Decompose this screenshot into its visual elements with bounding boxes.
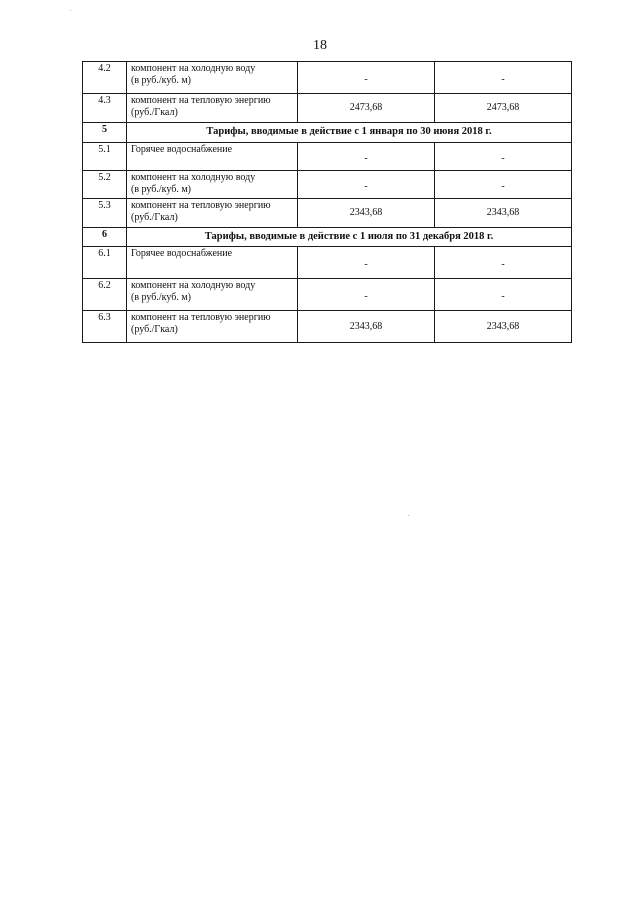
row-number: 4.2 — [83, 62, 127, 94]
row-number: 5.2 — [83, 171, 127, 199]
row-name — [127, 247, 298, 279]
tariff-table — [82, 61, 572, 343]
row-name-line: компонент на тепловую энергию — [131, 200, 271, 211]
row-number: 5.1 — [83, 143, 127, 171]
section-number: 5 — [83, 123, 127, 143]
table-row — [83, 279, 572, 311]
table-row — [83, 143, 572, 171]
row-number: 5.3 — [83, 199, 127, 228]
row-name-line: компонент на холодную воду — [131, 280, 256, 291]
section-title: Тарифы, вводимые в действие с 1 января по 30 июня 2018 г. — [127, 123, 572, 143]
row-name-line: Горячее водоснабжение — [131, 144, 233, 155]
section-row — [83, 123, 572, 143]
row-name-line: (в руб./куб. м) — [131, 292, 191, 303]
table-row — [83, 94, 572, 123]
row-name-line: компонент на тепловую энергию — [131, 95, 271, 106]
value-cell: - — [298, 247, 435, 279]
row-name — [127, 279, 298, 311]
table-row — [83, 171, 572, 199]
value-cell: - — [298, 279, 435, 311]
table-row — [83, 62, 572, 94]
row-name-line: (руб./Гкал) — [131, 107, 178, 118]
value-cell: 2343,68 — [435, 311, 572, 343]
row-name-line: (в руб./куб. м) — [131, 184, 191, 195]
value-cell: 2343,68 — [298, 199, 435, 228]
value-cell: - — [298, 62, 435, 94]
row-name-line: (в руб./куб. м) — [131, 75, 191, 86]
section-title: Тарифы, вводимые в действие с 1 июля по 31 декабря 2018 г. — [127, 228, 572, 247]
row-name — [127, 199, 298, 228]
row-name-line: компонент на холодную воду — [131, 172, 256, 183]
row-number: 6.3 — [83, 311, 127, 343]
row-number: 6.2 — [83, 279, 127, 311]
row-number: 4.3 — [83, 94, 127, 123]
value-cell: 2343,68 — [298, 311, 435, 343]
row-name — [127, 311, 298, 343]
row-name-line: компонент на холодную воду — [131, 63, 256, 74]
row-name — [127, 171, 298, 199]
value-cell: - — [435, 143, 572, 171]
value-cell: 2343,68 — [435, 199, 572, 228]
table-row — [83, 311, 572, 343]
row-name-line: компонент на тепловую энергию — [131, 312, 271, 323]
value-cell: - — [298, 171, 435, 199]
value-cell: 2473,68 — [435, 94, 572, 123]
row-name — [127, 62, 298, 94]
row-name-line: (руб./Гкал) — [131, 212, 178, 223]
scan-speck — [70, 10, 71, 11]
row-name — [127, 143, 298, 171]
page-number: 18 — [313, 38, 327, 53]
scan-speck — [408, 515, 409, 516]
table-row — [83, 199, 572, 228]
row-name-line: Горячее водоснабжение — [131, 248, 233, 259]
value-cell: - — [298, 143, 435, 171]
row-number: 6.1 — [83, 247, 127, 279]
section-number: 6 — [83, 228, 127, 247]
value-cell: - — [435, 279, 572, 311]
section-row — [83, 228, 572, 247]
value-cell: - — [435, 171, 572, 199]
value-cell: - — [435, 247, 572, 279]
row-name — [127, 94, 298, 123]
value-cell: 2473,68 — [298, 94, 435, 123]
value-cell: - — [435, 62, 572, 94]
table-row — [83, 247, 572, 279]
row-name-line: (руб./Гкал) — [131, 324, 178, 335]
